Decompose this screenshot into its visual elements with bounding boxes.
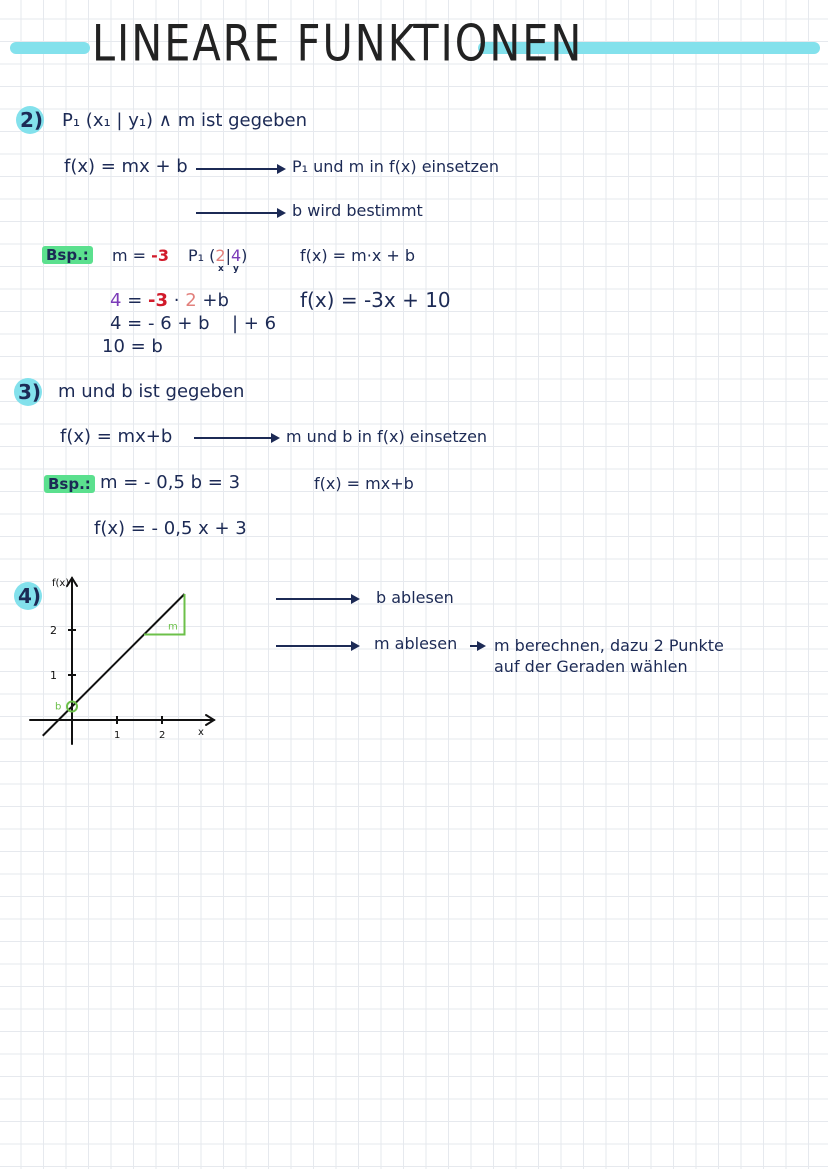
section-2-m — [112, 246, 169, 265]
arrow-icon — [276, 645, 358, 647]
point-sub-labels — [218, 264, 239, 274]
section-2-step-2: b wird bestimmt — [292, 201, 423, 220]
section-4-number: 4) — [14, 582, 42, 610]
section-3-example-values: m = - 0,5 b = 3 — [100, 472, 241, 493]
section-2-example-label — [42, 245, 93, 264]
x-tick-label: 1 — [114, 730, 121, 741]
calc-line-2-operation: | + 6 — [232, 313, 277, 334]
point-y-sub: y — [232, 264, 239, 274]
graph — [28, 572, 228, 747]
arrow-icon — [194, 437, 278, 439]
section-4-step-2-detail-2: auf der Geraden wählen — [494, 657, 688, 676]
arrow-icon — [196, 168, 284, 170]
section-4-step-1: b ablesen — [376, 588, 454, 607]
calc-line-1 — [110, 290, 229, 311]
page-title: LINEARE FUNKTIONEN — [92, 14, 584, 73]
section-2-formula: f(x) = mx + b — [64, 156, 188, 177]
section-2-result: f(x) = -3x + 10 — [300, 288, 451, 312]
y-axis-label: f(x) — [52, 578, 70, 589]
point-y: 4 — [230, 246, 242, 265]
section-3-step: m und b in f(x) einsetzen — [286, 427, 488, 446]
intercept-label: b — [55, 701, 62, 713]
section-3-result: f(x) = - 0,5 x + 3 — [94, 518, 247, 539]
y-tick-label: 2 — [50, 624, 57, 637]
calc-line-2: 4 = - 6 + b — [110, 313, 210, 334]
x-tick-label: 2 — [159, 730, 166, 741]
example-label: Bsp.: — [44, 475, 95, 493]
section-4-step-2-detail-1: m berechnen, dazu 2 Punkte — [494, 636, 724, 655]
section-3-heading: m und b ist gegeben — [58, 381, 245, 402]
section-3-general-formula: f(x) = mx+b — [314, 474, 414, 493]
title-highlight-left — [10, 42, 90, 54]
slope-label: m — [168, 621, 178, 633]
calc-line-1-e: 2 — [185, 290, 197, 311]
section-2-step-1: P₁ und m in f(x) einsetzen — [292, 157, 499, 176]
calc-line-1-a: 4 — [110, 290, 122, 311]
point-label: P₁ — [188, 246, 205, 265]
point-x-sub: x — [218, 264, 224, 274]
section-2-heading: P₁ (x₁ | y₁) ∧ m ist gegeben — [62, 110, 308, 131]
section-3-number: 3) — [14, 378, 42, 406]
section-3-formula: f(x) = mx+b — [60, 426, 173, 447]
calc-line-1-c: -3 — [148, 290, 168, 311]
section-3-example-label — [44, 474, 95, 493]
calc-line-1-b: = — [127, 290, 148, 311]
example-label: Bsp.: — [42, 246, 93, 264]
section-4-step-2: m ablesen — [374, 634, 458, 653]
m-value: -3 — [151, 246, 169, 265]
arrow-icon — [276, 598, 358, 600]
calc-line-1-d: · — [173, 290, 186, 311]
y-tick-label: 1 — [50, 669, 57, 682]
section-2-number: 2) — [16, 106, 44, 134]
calc-line-1-f: +b — [202, 290, 229, 311]
m-label: m = — [112, 246, 147, 265]
point-x: 2 — [215, 246, 226, 265]
section-2-point: P₁ (2|4) — [188, 246, 248, 265]
x-axis-label: x — [198, 727, 204, 738]
section-2-general-formula: f(x) = m·x + b — [300, 246, 416, 265]
calc-line-3: 10 = b — [102, 336, 163, 357]
function-line — [43, 594, 185, 736]
arrow-icon — [196, 212, 284, 214]
arrow-icon — [470, 645, 484, 647]
